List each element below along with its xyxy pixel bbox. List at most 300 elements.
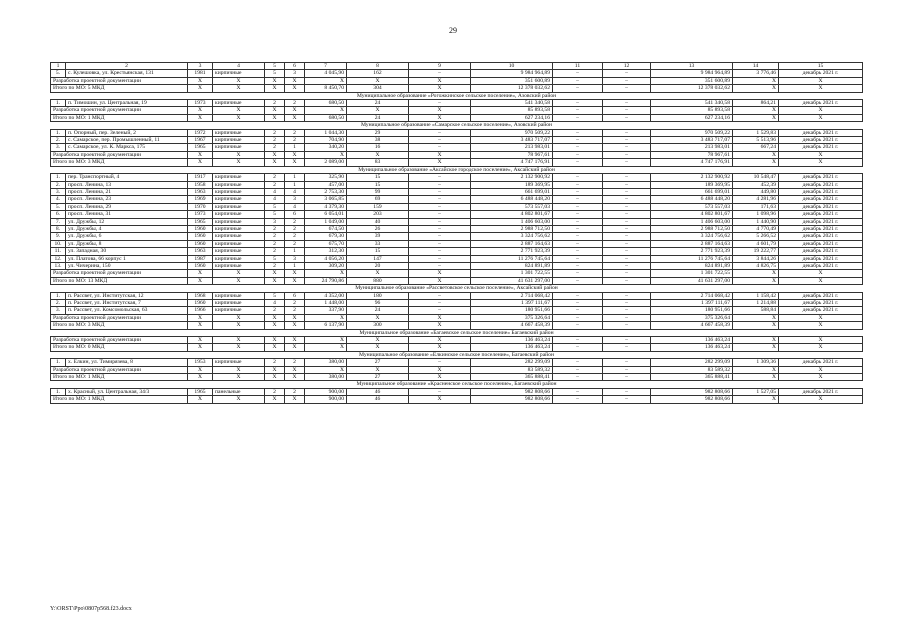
- table-cell: 1970: [188, 203, 213, 210]
- table-cell: X: [213, 107, 265, 114]
- table-cell: X: [285, 277, 305, 284]
- table-cell: 2: [265, 240, 285, 247]
- table-cell: 1 158,42: [733, 292, 779, 299]
- table-cell: 5: [265, 255, 285, 262]
- table-cell: X: [213, 151, 265, 158]
- table-cell: X: [347, 344, 409, 351]
- table-cell: 136 463,24: [471, 344, 553, 351]
- address-cell: с. Кулешовка, ул. Крестьянская, 131: [66, 70, 188, 77]
- table-cell: –: [603, 181, 651, 188]
- table-cell: 39: [347, 233, 409, 240]
- table-cell: –: [603, 292, 651, 299]
- table-cell: –: [553, 137, 603, 144]
- municipality-header-row: [51, 351, 863, 358]
- table-cell: X: [213, 396, 265, 403]
- table-cell: X: [779, 77, 863, 84]
- table-cell: 3: [285, 70, 305, 77]
- address-cell: просп. Ленина, 21: [66, 188, 188, 195]
- address-cell: п. Рассвет, ул. Институтская, 7: [66, 300, 188, 307]
- table-cell: X: [188, 314, 213, 321]
- table-cell: –: [553, 188, 603, 195]
- table-cell: 9 984 964,89: [471, 70, 553, 77]
- table-cell: X: [188, 374, 213, 381]
- summary-row: [51, 77, 863, 84]
- table-cell: –: [409, 225, 471, 232]
- table-cell: X: [213, 337, 265, 344]
- table-cell: 573 557,03: [651, 203, 733, 210]
- table-cell: 1: [285, 248, 305, 255]
- table-cell: 982 808,66: [471, 396, 553, 403]
- table-cell: –: [603, 262, 651, 269]
- table-cell: 1 049,00: [305, 218, 347, 225]
- table-cell: 19 222,77: [733, 248, 779, 255]
- table-cell: X: [265, 77, 285, 84]
- municipality-header-row: [51, 92, 863, 99]
- table-cell: X: [347, 107, 409, 114]
- table-cell: X: [285, 270, 305, 277]
- column-number: 5: [265, 63, 285, 70]
- column-number-row: [51, 63, 863, 70]
- table-cell: 1.: [51, 388, 66, 395]
- table-row: [51, 203, 863, 210]
- table-cell: –: [553, 337, 603, 344]
- summary-row: [51, 107, 863, 114]
- table-cell: 2: [265, 307, 285, 314]
- table-cell: 2 714 068,42: [471, 292, 553, 299]
- table-cell: 325,90: [305, 174, 347, 181]
- table-cell: –: [603, 337, 651, 344]
- summary-row: [51, 396, 863, 403]
- summary-label: Итого по МО: 0 МКД: [51, 344, 188, 351]
- table-cell: X: [779, 374, 863, 381]
- table-cell: 824 891,89: [471, 262, 553, 269]
- table-cell: 982 808,66: [651, 388, 733, 395]
- table-cell: 5: [265, 211, 285, 218]
- table-cell: 2: [285, 218, 305, 225]
- table-cell: 24: [347, 114, 409, 121]
- table-cell: 2 887 164,63: [471, 240, 553, 247]
- table-cell: кирпичные: [213, 240, 265, 247]
- municipality-header-row: [51, 285, 863, 292]
- table-cell: 4 826,75: [733, 262, 779, 269]
- table-cell: –: [603, 159, 651, 166]
- table-cell: 1965: [188, 218, 213, 225]
- table-cell: 5: [265, 292, 285, 299]
- table-cell: X: [409, 277, 471, 284]
- table-cell: кирпичные: [213, 292, 265, 299]
- table-cell: X: [779, 366, 863, 373]
- table-cell: X: [347, 151, 409, 158]
- table-cell: –: [603, 307, 651, 314]
- address-cell: просп. Ленина, 29: [66, 203, 188, 210]
- table-cell: X: [285, 374, 305, 381]
- table-cell: декабрь 2021 г.: [779, 262, 863, 269]
- table-cell: 12.: [51, 255, 66, 262]
- table-cell: X: [188, 114, 213, 121]
- summary-row: [51, 314, 863, 321]
- table-cell: –: [553, 181, 603, 188]
- table-cell: 982 808,66: [471, 388, 553, 395]
- table-cell: 99: [347, 188, 409, 195]
- table-cell: X: [285, 114, 305, 121]
- table-cell: 9.: [51, 233, 66, 240]
- table-cell: декабрь 2021 г.: [779, 137, 863, 144]
- table-cell: 1 529,83: [733, 129, 779, 136]
- summary-label: Разработка проектной документации: [51, 366, 188, 373]
- summary-label: Разработка проектной документации: [51, 151, 188, 158]
- summary-label: Разработка проектной документации: [51, 337, 188, 344]
- table-cell: X: [188, 396, 213, 403]
- table-cell: X: [305, 337, 347, 344]
- table-cell: 213 983,01: [651, 144, 733, 151]
- table-cell: –: [603, 300, 651, 307]
- table-cell: 1981: [188, 70, 213, 77]
- table-cell: –: [553, 129, 603, 136]
- table-cell: 365 888,41: [651, 374, 733, 381]
- summary-label: Разработка проектной документации: [51, 314, 188, 321]
- table-cell: –: [603, 240, 651, 247]
- table-cell: 4 667 458,39: [471, 322, 553, 329]
- table-cell: 380,00: [305, 374, 347, 381]
- table-cell: X: [347, 337, 409, 344]
- table-row: [51, 70, 863, 77]
- table-cell: –: [409, 388, 471, 395]
- table-cell: 452,39: [733, 181, 779, 188]
- table-cell: –: [409, 203, 471, 210]
- summary-row: [51, 114, 863, 121]
- table-cell: X: [733, 344, 779, 351]
- table-cell: 41 631 297,00: [651, 277, 733, 284]
- table-cell: декабрь 2021 г.: [779, 218, 863, 225]
- table-cell: кирпичные: [213, 188, 265, 195]
- table-cell: 982 808,66: [651, 396, 733, 403]
- summary-row: [51, 344, 863, 351]
- table-cell: X: [733, 314, 779, 321]
- municipality-title: Муниципальное образование «Елкинское сельское поселение», Багаевский район: [51, 351, 863, 358]
- table-cell: 189 369,95: [471, 181, 553, 188]
- table-cell: X: [285, 159, 305, 166]
- table-cell: X: [733, 374, 779, 381]
- table-cell: –: [603, 100, 651, 107]
- table-cell: декабрь 2021 г.: [779, 359, 863, 366]
- table-cell: 2: [265, 144, 285, 151]
- table-cell: кирпичные: [213, 129, 265, 136]
- table-cell: декабрь 2021 г.: [779, 233, 863, 240]
- table-cell: 4 045,90: [305, 70, 347, 77]
- table-cell: –: [603, 374, 651, 381]
- table-cell: 2: [285, 388, 305, 395]
- table-cell: 41 631 297,00: [471, 277, 553, 284]
- table-cell: X: [188, 107, 213, 114]
- table-row: [51, 292, 863, 299]
- table-cell: 282 299,09: [651, 359, 733, 366]
- table-cell: 1953: [188, 359, 213, 366]
- table-cell: 4 379,30: [305, 203, 347, 210]
- table-cell: X: [188, 270, 213, 277]
- address-cell: п. Рассвет, ул. Комсомольская, 63: [66, 307, 188, 314]
- column-number: 8: [347, 63, 409, 70]
- table-cell: 24: [347, 100, 409, 107]
- table-cell: кирпичные: [213, 233, 265, 240]
- summary-row: [51, 337, 863, 344]
- table-cell: 312,30: [305, 248, 347, 255]
- table-cell: декабрь 2021 г.: [779, 188, 863, 195]
- table-cell: X: [305, 270, 347, 277]
- table-cell: 351 600,89: [651, 77, 733, 84]
- table-cell: –: [553, 359, 603, 366]
- table-row: [51, 240, 863, 247]
- table-cell: 1965: [188, 144, 213, 151]
- table-cell: 5 513,96: [733, 137, 779, 144]
- table-cell: –: [409, 188, 471, 195]
- table-cell: 1917: [188, 174, 213, 181]
- table-cell: 4: [265, 188, 285, 195]
- table-cell: –: [603, 396, 651, 403]
- table-cell: X: [733, 107, 779, 114]
- table-cell: –: [553, 196, 603, 203]
- table-cell: 46: [347, 396, 409, 403]
- table-cell: 15: [347, 248, 409, 255]
- table-cell: 1 440,90: [733, 218, 779, 225]
- table-cell: 3 483 717,07: [651, 137, 733, 144]
- table-cell: X: [779, 270, 863, 277]
- table-cell: 2.: [51, 137, 66, 144]
- summary-label: Разработка проектной документации: [51, 107, 188, 114]
- table-cell: 1963: [188, 188, 213, 195]
- table-cell: 1 301 722,55: [471, 270, 553, 277]
- column-number: 3: [188, 63, 213, 70]
- table-cell: 3: [285, 196, 305, 203]
- table-cell: –: [553, 366, 603, 373]
- table-cell: X: [409, 396, 471, 403]
- table-cell: 661 699,01: [651, 188, 733, 195]
- municipality-title: Муниципальное образование «Багаевское сельское поселение» Багаевский район: [51, 329, 863, 336]
- table-cell: X: [733, 337, 779, 344]
- table-cell: –: [553, 396, 603, 403]
- table-cell: X: [409, 374, 471, 381]
- table-cell: 12 378 032,62: [651, 85, 733, 92]
- table-cell: 3.: [51, 144, 66, 151]
- table-cell: X: [188, 344, 213, 351]
- table-cell: X: [305, 366, 347, 373]
- housing-table-container: [50, 62, 862, 404]
- table-cell: 627 234,16: [471, 114, 553, 121]
- table-cell: –: [603, 277, 651, 284]
- table-cell: 1987: [188, 255, 213, 262]
- table-row: [51, 307, 863, 314]
- table-cell: 1 044,30: [305, 129, 347, 136]
- table-cell: X: [733, 159, 779, 166]
- table-cell: 1965: [188, 388, 213, 395]
- table-cell: X: [779, 151, 863, 158]
- address-cell: ул. Дружбы, 12: [66, 218, 188, 225]
- address-cell: ул. Дружбы, 8: [66, 240, 188, 247]
- table-cell: X: [305, 344, 347, 351]
- table-cell: X: [213, 85, 265, 92]
- table-cell: X: [779, 314, 863, 321]
- table-cell: –: [409, 262, 471, 269]
- table-cell: –: [603, 218, 651, 225]
- table-cell: X: [347, 366, 409, 373]
- table-cell: X: [213, 366, 265, 373]
- address-cell: просп. Ленина, 13: [66, 181, 188, 188]
- table-cell: X: [733, 77, 779, 84]
- table-cell: –: [409, 233, 471, 240]
- table-cell: 1960: [188, 233, 213, 240]
- table-cell: 4 352,00: [305, 292, 347, 299]
- municipality-header-row: [51, 122, 863, 129]
- municipality-header-row: [51, 166, 863, 173]
- address-cell: ул. Дружбы, 6: [66, 233, 188, 240]
- table-cell: –: [553, 144, 603, 151]
- housing-table: [50, 62, 863, 404]
- table-cell: кирпичные: [213, 248, 265, 255]
- table-cell: 2 771 923,39: [471, 248, 553, 255]
- table-cell: кирпичные: [213, 174, 265, 181]
- table-cell: кирпичные: [213, 255, 265, 262]
- table-cell: 2: [265, 174, 285, 181]
- table-cell: 1963: [188, 248, 213, 255]
- table-cell: –: [603, 233, 651, 240]
- table-cell: X: [213, 277, 265, 284]
- table-cell: –: [603, 188, 651, 195]
- summary-row: [51, 151, 863, 158]
- table-cell: X: [213, 77, 265, 84]
- table-cell: –: [603, 366, 651, 373]
- table-cell: 6 054,01: [305, 211, 347, 218]
- table-cell: 6.: [51, 211, 66, 218]
- table-cell: –: [603, 388, 651, 395]
- table-cell: –: [553, 225, 603, 232]
- table-cell: –: [409, 174, 471, 181]
- table-cell: 1966: [188, 307, 213, 314]
- table-cell: 1968: [188, 292, 213, 299]
- table-cell: –: [553, 159, 603, 166]
- table-cell: X: [733, 366, 779, 373]
- table-cell: 10.: [51, 240, 66, 247]
- table-cell: –: [553, 270, 603, 277]
- table-cell: 147: [347, 255, 409, 262]
- table-cell: X: [779, 85, 863, 92]
- table-cell: 171,63: [733, 203, 779, 210]
- table-cell: кирпичные: [213, 307, 265, 314]
- table-row: [51, 129, 863, 136]
- table-cell: –: [553, 211, 603, 218]
- table-cell: –: [553, 218, 603, 225]
- address-cell: просп. Ленина, 23: [66, 196, 188, 203]
- table-cell: X: [409, 337, 471, 344]
- column-number: 7: [305, 63, 347, 70]
- table-cell: –: [603, 255, 651, 262]
- table-cell: 2 771 923,39: [651, 248, 733, 255]
- table-cell: X: [305, 314, 347, 321]
- table-cell: 83 589,32: [651, 366, 733, 373]
- table-cell: –: [553, 344, 603, 351]
- table-cell: –: [553, 107, 603, 114]
- table-cell: 1 397 111,67: [651, 300, 733, 307]
- address-cell: п. Тимошин, ул. Центральная, 19: [66, 100, 188, 107]
- table-cell: X: [779, 107, 863, 114]
- table-cell: X: [265, 396, 285, 403]
- table-cell: 1: [285, 262, 305, 269]
- table-cell: –: [553, 114, 603, 121]
- table-cell: 69: [347, 196, 409, 203]
- table-row: [51, 181, 863, 188]
- table-cell: X: [188, 337, 213, 344]
- table-cell: 8.: [51, 225, 66, 232]
- table-cell: 4: [285, 203, 305, 210]
- table-cell: 4: [265, 196, 285, 203]
- summary-label: Итого по МО: 3 МКД: [51, 322, 188, 329]
- table-cell: 96: [347, 300, 409, 307]
- table-cell: 2 753,30: [305, 188, 347, 195]
- table-cell: 2: [265, 225, 285, 232]
- table-cell: 375 326,64: [471, 314, 553, 321]
- table-cell: X: [409, 151, 471, 158]
- table-cell: X: [188, 151, 213, 158]
- table-cell: 2 988 712,50: [471, 225, 553, 232]
- table-cell: 1: [285, 144, 305, 151]
- address-cell: ул. Чичерина, 150: [66, 262, 188, 269]
- table-cell: –: [409, 248, 471, 255]
- table-cell: X: [265, 322, 285, 329]
- table-cell: 4 056,20: [305, 255, 347, 262]
- summary-row: [51, 322, 863, 329]
- summary-label: Итого по МО: 3 МКД: [51, 159, 188, 166]
- table-cell: 1 406 603,00: [651, 218, 733, 225]
- table-cell: –: [603, 322, 651, 329]
- table-cell: кирпичные: [213, 181, 265, 188]
- address-cell: п. Опорный, пер. Зеленый, 2: [66, 129, 188, 136]
- table-cell: 5: [265, 203, 285, 210]
- table-cell: X: [347, 77, 409, 84]
- table-cell: 4: [265, 300, 285, 307]
- column-number: 10: [471, 63, 553, 70]
- table-cell: –: [603, 359, 651, 366]
- table-cell: –: [553, 85, 603, 92]
- table-cell: 1958: [188, 181, 213, 188]
- table-cell: 1960: [188, 300, 213, 307]
- table-cell: 24: [347, 307, 409, 314]
- table-cell: –: [553, 277, 603, 284]
- table-cell: X: [285, 77, 305, 84]
- table-cell: 2: [285, 240, 305, 247]
- table-cell: 667,24: [733, 144, 779, 151]
- table-cell: декабрь 2021 г.: [779, 240, 863, 247]
- table-cell: кирпичные: [213, 100, 265, 107]
- table-cell: –: [603, 70, 651, 77]
- table-cell: 340,20: [305, 144, 347, 151]
- table-cell: декабрь 2021 г.: [779, 203, 863, 210]
- table-cell: декабрь 2021 г.: [779, 255, 863, 262]
- table-cell: 2 988 712,50: [651, 225, 733, 232]
- table-cell: 10 548,47: [733, 174, 779, 181]
- table-cell: 11 276 745,64: [471, 255, 553, 262]
- table-cell: 5: [265, 70, 285, 77]
- table-cell: –: [409, 240, 471, 247]
- municipality-header-row: [51, 381, 863, 388]
- table-cell: 824 891,89: [651, 262, 733, 269]
- table-cell: 3.: [51, 307, 66, 314]
- table-row: [51, 262, 863, 269]
- table-cell: декабрь 2021 г.: [779, 248, 863, 255]
- table-cell: X: [409, 85, 471, 92]
- table-cell: 449,80: [733, 188, 779, 195]
- table-cell: –: [553, 388, 603, 395]
- table-cell: кирпичные: [213, 137, 265, 144]
- table-cell: 2: [265, 181, 285, 188]
- table-cell: X: [285, 337, 305, 344]
